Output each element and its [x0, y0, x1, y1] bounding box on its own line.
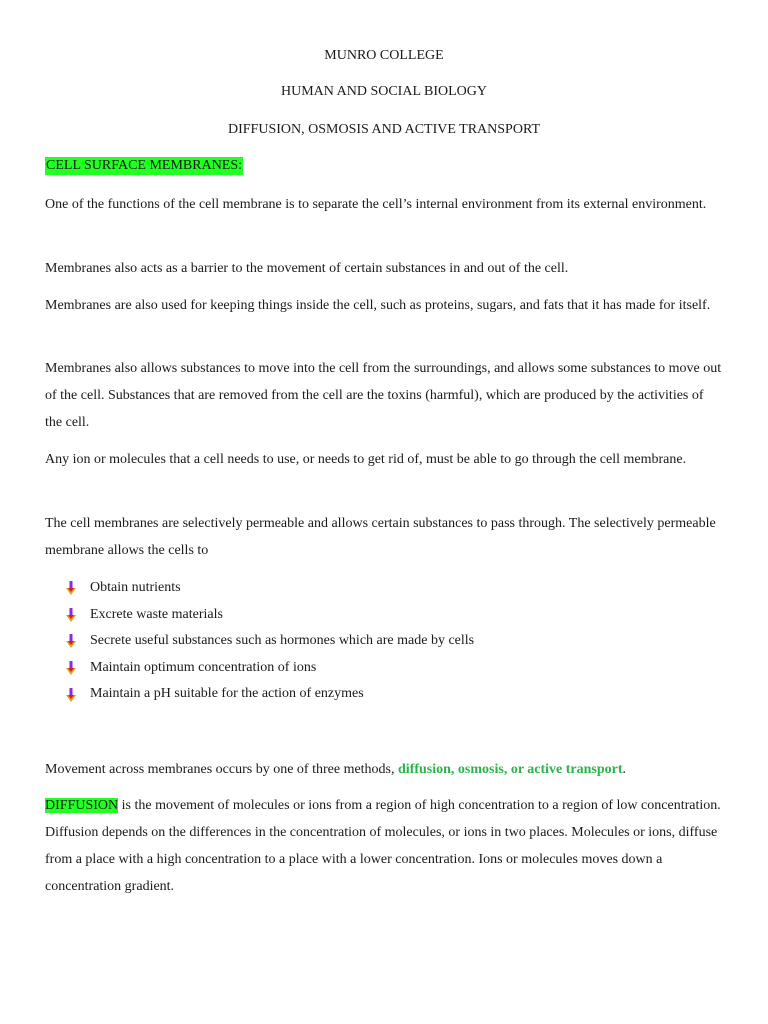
list-item — [66, 575, 474, 602]
college-name: MUNRO COLLEGE — [324, 48, 444, 63]
diffusion-paragraph — [45, 792, 723, 900]
arrow-down-icon — [66, 661, 76, 675]
list-item — [66, 655, 474, 682]
bullet-text: Excrete waste materials — [90, 606, 223, 622]
bullet-text: Obtain nutrients — [90, 580, 181, 595]
list-item — [66, 602, 474, 629]
list-item — [66, 681, 474, 708]
paragraph-6: The cell membranes are selectively permeable and allows certain substances to pass through. The selectively permeable membrane allows the cells to — [45, 516, 716, 558]
paragraph-1: One of the functions of the cell membrane is to separate the cell’s internal environment from its external environment. — [45, 197, 707, 212]
paragraph-3: Membranes are also used for keeping things inside the cell, such as proteins, sugars, and fats that it has made for itself. — [45, 298, 711, 313]
transport-methods: diffusion, osmosis, or active transport — [398, 762, 623, 777]
arrow-down-icon — [66, 581, 76, 595]
subject-title: HUMAN AND SOCIAL BIOLOGY — [281, 84, 487, 99]
bullet-text: Maintain optimum concentration of ions — [90, 659, 317, 675]
section-heading: CELL SURFACE MEMBRANES: — [46, 158, 243, 173]
arrow-down-icon — [66, 634, 76, 648]
paragraph-5: Any ion or molecules that a cell needs to use, or needs to get rid of, must be able to go through the cell membrane. — [45, 452, 687, 467]
movement-suffix: . — [622, 762, 627, 777]
diffusion-term: DIFFUSION — [45, 798, 119, 813]
paragraph-2: Membranes also acts as a barrier to the movement of certain substances in and out of the cell. — [45, 261, 569, 276]
list-item — [66, 628, 474, 655]
bullet-text: Secrete useful substances such as hormones which are made by cells — [90, 633, 475, 649]
paragraph-4: Membranes also allows substances to move into the cell from the surroundings, and allows some substances to move out of the cell. Substances that are removed from the cell are the toxins (harmful), which are produced by the activities of the cell. — [45, 361, 722, 430]
diffusion-definition: is the movement of molecules or ions from a region of high concentration to a region of low concentration. Diffusion depends on the differences in the concentration of molecules, or ions in two places. Molecules or ions, diffuse from a place with a high concentration to a place with a lower concentration. Ions or molecules moves down a concentration gradient. — [45, 798, 721, 894]
bullet-list — [66, 575, 474, 708]
movement-paragraph — [45, 756, 723, 783]
arrow-down-icon — [66, 608, 76, 622]
topic-title: DIFFUSION, OSMOSIS AND ACTIVE TRANSPORT — [227, 122, 540, 137]
arrow-down-icon — [66, 688, 76, 702]
movement-prefix: Movement across membranes occurs by one of three methods, — [45, 762, 399, 777]
bullet-text: Maintain a pH suitable for the action of enzymes — [90, 686, 364, 702]
